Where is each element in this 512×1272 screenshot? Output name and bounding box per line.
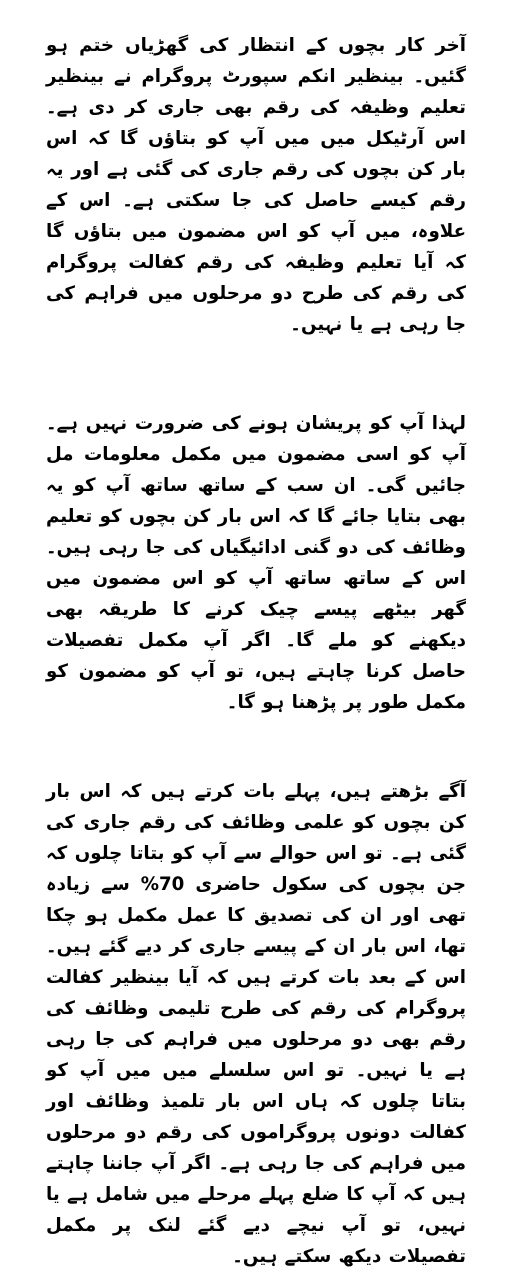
article-paragraph-details: آگے بڑھتے ہیں، پہلے بات کرتے ہیں کہ اس بار کن بچوں کو علمی وظائف کی رقم جاری کی گئی ہے۔ تو اس حوالے سے آپ کو بتاتا چلوں کہ جن بچوں کی سکول حاضری 70% سے زیادہ تھی اور ان کی تصدیق کا عمل مکمل ہو چکا تھا، اس بار ان کے پیسے جاری کر دیے گئے ہیں۔ اس کے بعد بات کرتے ہیں کہ آیا بینظیر کفالت پروگرام کی رقم کی طرح تلیمی وظائف کی رقم بھی دو مرحلوں میں فراہم کی جا رہی ہے یا نہیں۔ تو اس سلسلے میں میں آپ کو بتاتا چلوں کہ ہاں اس بار تلمیذ وظائف اور کفالت دونوں پروگراموں کی رقم دو مرحلوں میں فراہم کی جا رہی ہے۔ اگر آپ جاننا چاہتے ہیں کہ آپ کا ضلع پہلے مرحلے میں شامل ہے یا نہیں، تو آپ نیچے دیے گئے لنک پر مکمل تفصیلات دیکھ سکتے ہیں۔: [46, 781, 466, 1267]
article-paragraph-intro: آخر کار بچوں کے انتظار کی گھڑیاں ختم ہو گئیں۔ بینظیر انکم سپورٹ پروگرام نے بینظیر تعلیم وظیفہ کی رقم بھی جاری کر دی ہے۔ اس آرٹیکل میں میں آپ کو بتاؤں گا کہ اس بار کن بچوں کی رقم جاری کی گئی ہے اور یہ رقم کیسے حاصل کی جا سکتی ہے۔ اس کے علاوہ، میں آپ کو اس مضمون میں بتاؤں گا کہ آیا تعلیم وظیفہ کی رقم کفالت پروگرام کی رقم کی طرح دو مرحلوں میں فراہم کی جا رہی ہے یا نہیں۔: [46, 35, 466, 335]
article-paragraph-reassurance: لہذا آپ کو پریشان ہونے کی ضرورت نہیں ہے۔ آپ کو اسی مضمون میں مکمل معلومات مل جائیں گی۔ ان سب کے ساتھ ساتھ آپ کو یہ بھی بتایا جائے گا کہ اس بار کن بچوں کو تعلیم وظائف کی دو گنی ادائیگیاں کی جا رہی ہیں۔ اس کے ساتھ ساتھ آپ کو اس مضمون میں گھر بیٹھے پیسے چیک کرنے کا طریقہ بھی دیکھنے کو ملے گا۔ اگر آپ مکمل تفصیلات حاصل کرنا چاہتے ہیں، تو آپ کو مضمون کو مکمل طور پر پڑھنا ہو گا۔: [46, 413, 466, 713]
